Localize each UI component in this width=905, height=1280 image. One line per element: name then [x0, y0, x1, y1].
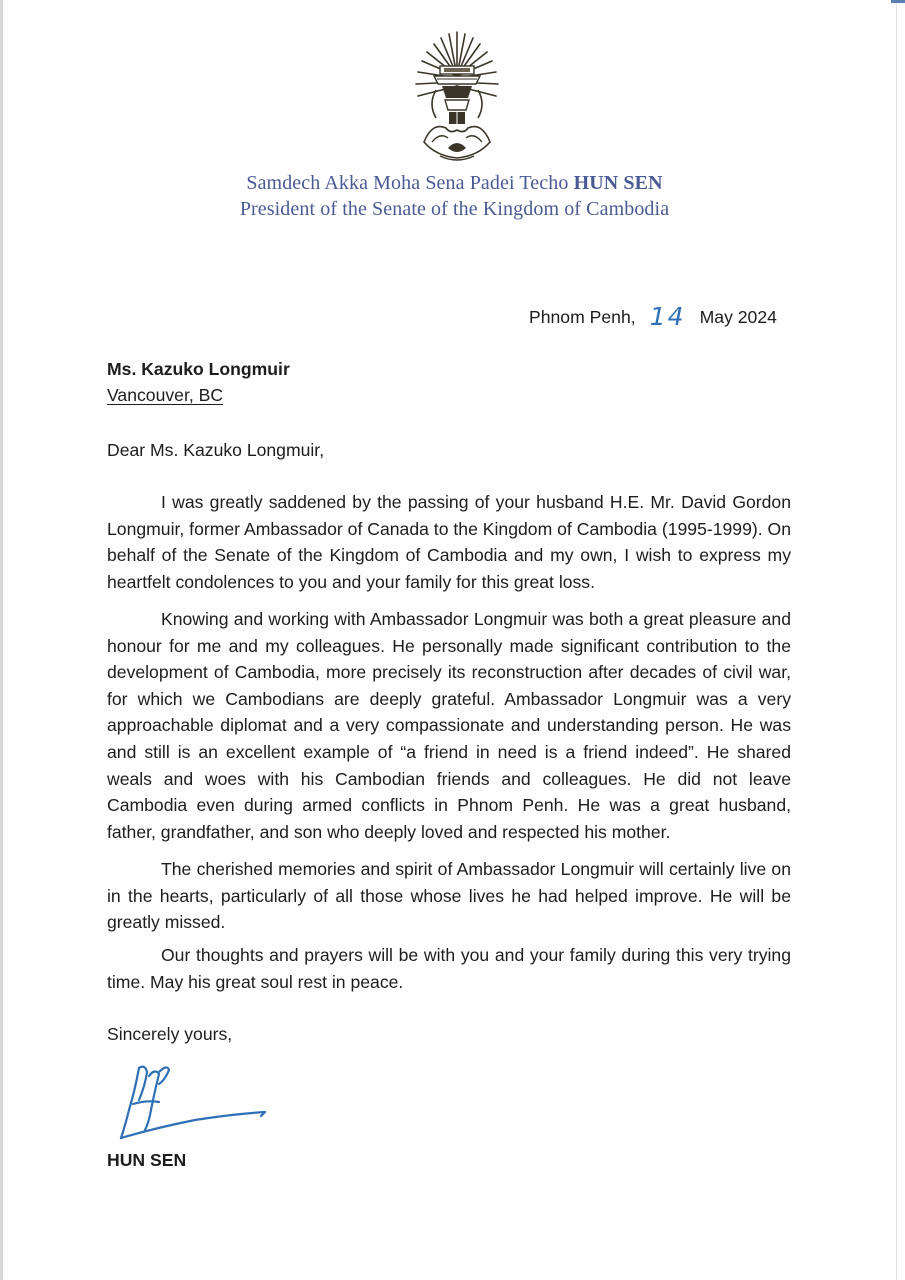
paragraph-1 — [107, 489, 791, 595]
paragraph-4-text: Our thoughts and prayers will be with you and your family during this very trying time. May his great soul rest in peace. — [107, 945, 791, 992]
dateline-day-handwritten: 14 — [649, 302, 686, 331]
paragraph-2 — [107, 606, 791, 845]
letterhead-name: HUN SEN — [573, 172, 663, 194]
letterhead-name-prefix: Samdech Akka Moha Sena Padei Techo — [246, 172, 569, 194]
recipient-address: Vancouver, BC — [107, 385, 224, 405]
paragraph-1-text: I was greatly saddened by the passing of your husband H.E. Mr. David Gordon Longmuir, former Ambassador of Canada to the Kingdom of Cambodia (1995-1999). On behalf of the Senate of the Kingdom of Cambodia and my own, I wish to express my heartfelt condolences to you and your family for this great loss. — [107, 492, 791, 592]
closing: Sincerely yours, — [107, 1024, 233, 1044]
letterhead-name-line — [2, 172, 905, 195]
scan-mark — [891, 0, 905, 3]
paragraph-3 — [107, 856, 791, 936]
recipient-name: Ms. Kazuko Longmuir — [107, 359, 290, 379]
paragraph-2-text: Knowing and working with Ambassador Longmuir was both a great pleasure and honour for me and my colleagues. He personally made significant contribution to the development of Cambodia, more precisely its reconstruction after decades of civil war, for which we Cambodians are deeply grateful. Ambassador Longmuir was a very approachable diplomat and a very compassionate and understanding person. He was and still is an excellent example of “a friend in need is a friend indeed”. He shared weals and woes with his Cambodian friends and colleagues. He did not leave Cambodia even during armed conflicts in Phnom Penh. He was a great husband, father, grandfather, and son who deeply loved and respected his mother. — [107, 609, 791, 842]
signer-name: HUN SEN — [107, 1150, 187, 1170]
salutation: Dear Ms. Kazuko Longmuir, — [107, 440, 325, 460]
dateline-month-year: May 2024 — [699, 307, 777, 327]
royal-crest-icon — [412, 30, 502, 166]
paragraph-4 — [107, 942, 791, 995]
letterhead-title: President of the Senate of the Kingdom of Cambodia — [239, 198, 670, 220]
dateline — [529, 300, 777, 329]
dateline-place: Phnom Penh, — [529, 307, 636, 327]
handwritten-signature — [115, 1060, 275, 1144]
paragraph-3-text: The cherished memories and spirit of Ambassador Longmuir will certainly live on in the hearts, particularly of all those whose lives he had helped improve. He will be greatly missed. — [107, 859, 791, 933]
